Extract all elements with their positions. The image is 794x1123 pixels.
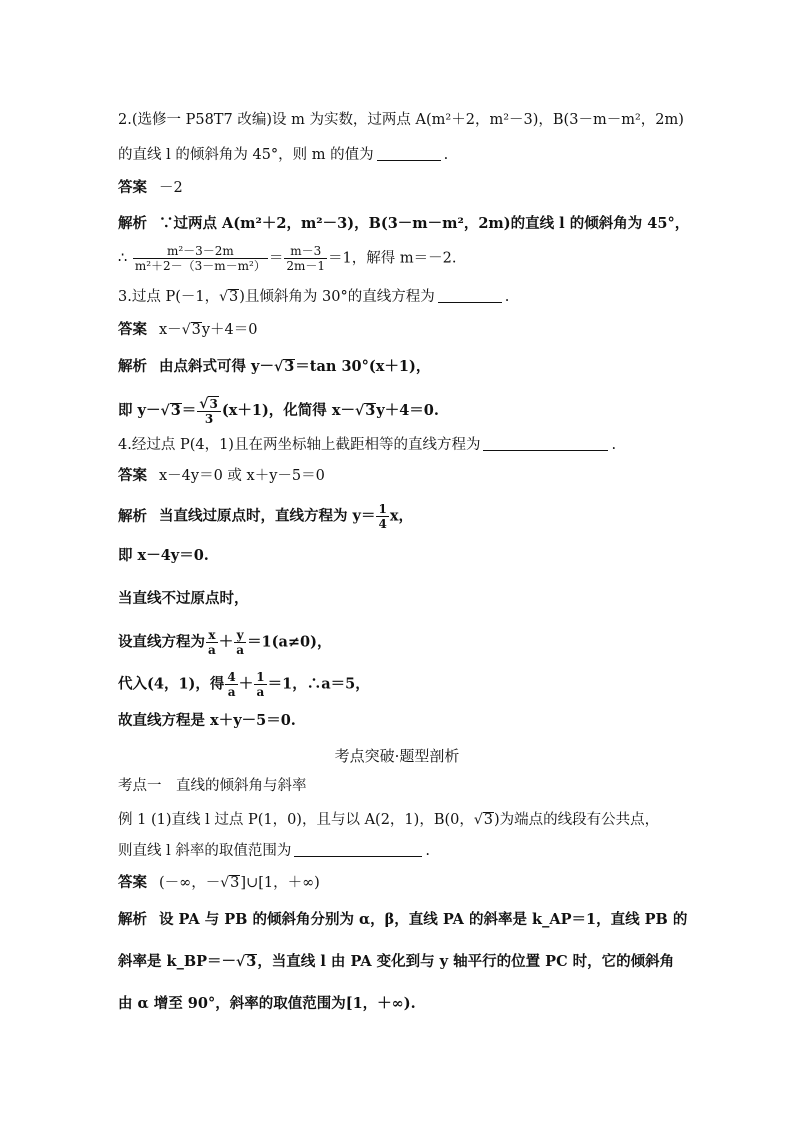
ex1-q2-end: . bbox=[425, 843, 430, 859]
sqrt-icon: √ bbox=[181, 322, 191, 338]
p2-analysis-text1: ∵过两点 A(m²＋2，m²－3)，B(3－m－m²，2m)的直线 l 的倾斜角为 45°， bbox=[159, 215, 690, 232]
answer-blank[interactable] bbox=[438, 288, 502, 303]
p4-frac-denominator: 4 bbox=[378, 517, 387, 531]
p4-frac-4-over-a bbox=[225, 670, 237, 699]
p4-a2-text: 即 x－4y＝0. bbox=[118, 547, 209, 564]
p2-question-end: . bbox=[443, 147, 449, 163]
sqrt-icon: √ bbox=[355, 403, 365, 419]
p3-fraction bbox=[197, 396, 221, 426]
p3-analysis-sqrt: 3 bbox=[284, 358, 295, 375]
p4-frac-numerator: 1 bbox=[378, 502, 387, 516]
p4-a4-den2: a bbox=[236, 643, 245, 657]
p2-question-line2 bbox=[118, 145, 448, 165]
p2-analysis-tail: ＝1，解得 m＝－2. bbox=[328, 250, 457, 267]
p2-frac2-numerator: m－3 bbox=[290, 244, 322, 258]
p3-a2-mid: (x＋1)，化简得 x－ bbox=[221, 402, 355, 419]
p4-frac-1-over-a bbox=[254, 670, 266, 699]
analysis-label: 解析 bbox=[118, 507, 147, 525]
p4-a5-post: ＝1，∴a＝5， bbox=[267, 675, 370, 693]
analysis-label: 解析 bbox=[118, 911, 147, 928]
p4-question bbox=[118, 435, 616, 455]
p3-question bbox=[118, 287, 509, 307]
p3-answer-sqrt: 3 bbox=[191, 322, 201, 338]
analysis-label: 解析 bbox=[118, 215, 147, 232]
p3-a2-post: y＋4＝0. bbox=[376, 402, 439, 419]
p4-a1-post: x， bbox=[389, 507, 413, 525]
p4-analysis-line2 bbox=[118, 546, 209, 566]
p3-a2-sqrt: 3 bbox=[170, 402, 181, 419]
sqrt-icon: √ bbox=[220, 875, 230, 891]
p4-a1-pre: 当直线过原点时，直线方程为 y＝ bbox=[159, 507, 376, 525]
answer-blank[interactable] bbox=[377, 146, 441, 161]
example1-question-line2 bbox=[118, 841, 430, 861]
p3-question-post: )且倾斜角为 30°的直线方程为 bbox=[239, 289, 435, 305]
p4-a5-num1: 4 bbox=[227, 670, 236, 684]
p3-a2-sqrt2: 3 bbox=[365, 402, 376, 419]
p4-analysis-line4 bbox=[118, 628, 332, 657]
ex1-q1-sqrt: 3 bbox=[483, 812, 494, 828]
p3-frac-sqrt: 3 bbox=[209, 397, 218, 411]
example1-analysis-line1 bbox=[118, 910, 687, 930]
p3-analysis-line1 bbox=[118, 357, 430, 377]
sqrt-icon: √ bbox=[473, 812, 483, 828]
example1-answer bbox=[118, 873, 320, 893]
ex1-answer-pre: (－∞，－ bbox=[159, 875, 221, 891]
p3-frac-numerator bbox=[197, 396, 221, 411]
p4-question-end: . bbox=[611, 437, 617, 453]
p4-a5-den2: a bbox=[254, 684, 266, 699]
p2-analysis-line2 bbox=[118, 244, 456, 273]
ex1-a2-sqrt: 3 bbox=[246, 953, 257, 970]
answer-label: 答案 bbox=[118, 321, 147, 338]
p2-question-line1 bbox=[118, 110, 684, 130]
p3-question-end: . bbox=[504, 289, 510, 305]
sqrt-icon: √ bbox=[219, 289, 229, 305]
p4-a4-num2: y bbox=[236, 628, 244, 642]
p4-analysis-line6 bbox=[118, 711, 296, 731]
p4-frac-x-over-a bbox=[206, 628, 218, 657]
ex1-answer-sqrt: 3 bbox=[230, 875, 240, 891]
sqrt-icon: √ bbox=[273, 359, 284, 375]
p3-analysis-line2 bbox=[118, 396, 439, 426]
sqrt-icon: √ bbox=[236, 954, 246, 970]
ex1-q2-text: 则直线 l 斜率的取值范围为 bbox=[118, 843, 292, 859]
p4-fraction-quarter bbox=[376, 502, 388, 531]
p3-frac-denominator: 3 bbox=[197, 411, 221, 426]
p2-frac2-denominator: 2m－1 bbox=[286, 259, 326, 273]
therefore-symbol: ∴ bbox=[118, 250, 128, 267]
p2-analysis-line1 bbox=[118, 214, 689, 234]
p3-analysis-post: ＝tan 30°(x＋1)， bbox=[295, 358, 431, 375]
p2-question-text1: 2.(选修一 P58T7 改编)设 m 为实数，过两点 A(m²＋2，m²－3)，B(3－m－m²，2m) bbox=[118, 112, 684, 128]
p4-a4-plus: ＋ bbox=[218, 633, 234, 651]
p4-frac-y-over-a bbox=[234, 628, 246, 657]
p2-frac1-denominator: m²＋2－（3－m－m²） bbox=[134, 259, 266, 273]
p4-analysis-line3 bbox=[118, 589, 249, 609]
ex1-q1-post: )为端点的线段有公共点， bbox=[494, 812, 660, 828]
p2-answer bbox=[118, 178, 183, 198]
p4-a5-num2: 1 bbox=[256, 670, 265, 684]
answer-label: 答案 bbox=[118, 467, 147, 484]
p4-analysis-line1 bbox=[118, 502, 413, 531]
p3-a2-equals: ＝ bbox=[181, 402, 197, 419]
p4-a4-pre: 设直线方程为 bbox=[118, 633, 205, 651]
answer-blank[interactable] bbox=[483, 436, 608, 451]
answer-label: 答案 bbox=[118, 874, 147, 891]
p4-analysis-line5 bbox=[118, 670, 370, 699]
answer-label: 答案 bbox=[118, 179, 147, 196]
p4-answer bbox=[118, 466, 325, 486]
p4-a3-text: 当直线不过原点时， bbox=[118, 590, 249, 607]
p4-question-text: 4.经过点 P(4，1)且在两坐标轴上截距相等的直线方程为 bbox=[118, 437, 481, 453]
p3-analysis-pre: 由点斜式可得 y－ bbox=[159, 358, 274, 375]
p3-answer bbox=[118, 320, 258, 340]
p3-question-pre: 3.过点 P(－1， bbox=[118, 289, 220, 305]
ex1-a2-pre: 斜率是 k_BP＝－ bbox=[118, 953, 237, 970]
p4-a5-pre: 代入(4，1)，得 bbox=[118, 675, 225, 693]
p2-fraction-2 bbox=[284, 244, 327, 273]
example1-analysis-line3 bbox=[118, 994, 416, 1014]
ex1-a1-text: 设 PA 与 PB 的倾斜角分别为 α，β，直线 PA 的斜率是 k_AP＝1，直线 PB 的 bbox=[159, 911, 688, 928]
section-title: 考点突破·题型剖析 bbox=[334, 747, 460, 765]
example1-analysis-line2 bbox=[118, 952, 674, 972]
p4-answer-value: x－4y＝0 或 x＋y－5＝0 bbox=[159, 468, 325, 484]
p3-answer-post: y＋4＝0 bbox=[201, 322, 258, 338]
p2-answer-value: －2 bbox=[159, 180, 183, 196]
example1-question-line1 bbox=[118, 810, 659, 830]
p2-equals: ＝ bbox=[268, 250, 284, 267]
p4-a4-num1: x bbox=[208, 628, 216, 642]
analysis-label: 解析 bbox=[118, 358, 147, 375]
sqrt-icon: √ bbox=[199, 396, 209, 412]
p2-fraction-1 bbox=[133, 244, 268, 273]
p2-question-text2: 的直线 l 的倾斜角为 45°，则 m 的值为 bbox=[118, 147, 374, 163]
sqrt-icon: √ bbox=[160, 403, 170, 419]
p4-a4-den1: a bbox=[208, 643, 216, 657]
p4-a6-text: 故直线方程是 x＋y－5＝0. bbox=[118, 712, 296, 729]
p4-a5-plus: ＋ bbox=[238, 675, 254, 693]
p3-a2-pre: 即 y－ bbox=[118, 402, 161, 419]
p3-question-sqrt: 3 bbox=[229, 289, 239, 305]
ex1-a2-post: ，当直线 l 由 PA 变化到与 y 轴平行的位置 PC 时，它的倾斜角 bbox=[257, 953, 675, 970]
p2-frac1-numerator: m²－3－2m bbox=[166, 244, 234, 258]
p3-answer-pre: x－ bbox=[159, 322, 182, 338]
p4-a5-den1: a bbox=[225, 684, 237, 699]
ex1-a3-text: 由 α 增至 90°，斜率的取值范围为[1，＋∞). bbox=[118, 995, 416, 1012]
p4-a4-post: ＝1(a≠0)， bbox=[247, 633, 332, 651]
topic-heading: 考点一 直线的倾斜角与斜率 bbox=[118, 778, 307, 794]
answer-blank[interactable] bbox=[294, 842, 422, 857]
ex1-answer-post: ]∪[1，＋∞) bbox=[240, 875, 320, 891]
ex1-q1-pre: 例 1 (1)直线 l 过点 P(1，0)，且与以 A(2，1)，B(0， bbox=[118, 812, 474, 828]
